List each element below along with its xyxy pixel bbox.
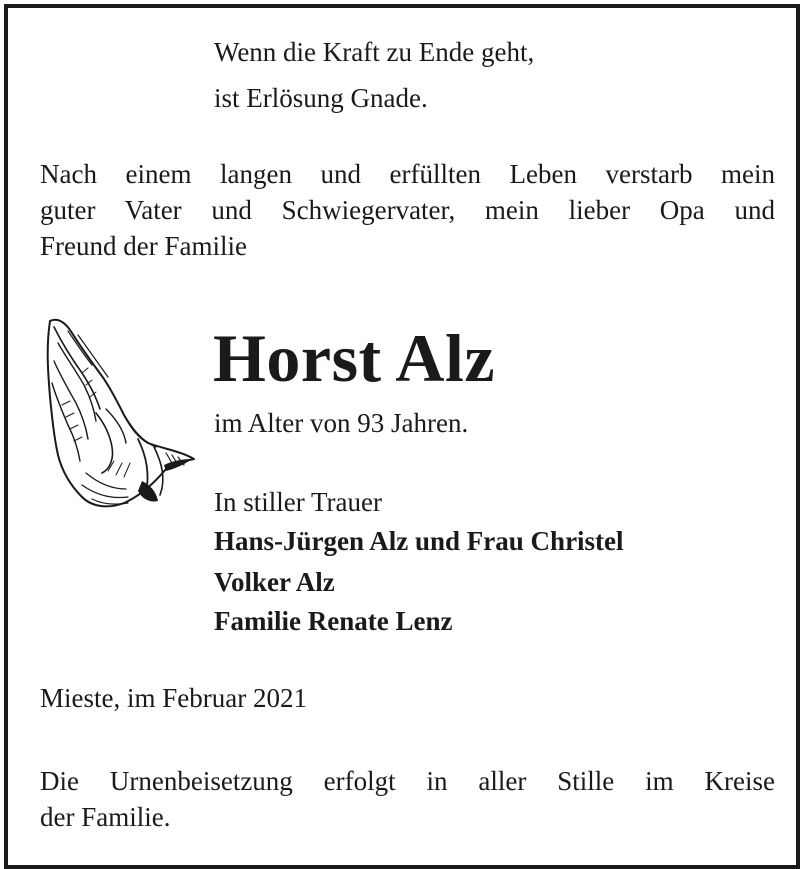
praying-hands-icon [38, 313, 198, 513]
verse-line-2: ist Erlösung Gnade. [214, 83, 428, 113]
mourner-3: Familie Renate Lenz [214, 606, 453, 636]
closing-line-2: der Familie. [40, 802, 171, 832]
age-text: im Alter von 93 Jahren. [214, 408, 469, 438]
intro-line-3: Freund der Familie [40, 231, 247, 261]
mourner-1: Hans-Jürgen Alz und Frau Christel [214, 526, 624, 556]
closing-line-1: Die Urnenbeisetzung erfolgt in aller Stille im Kreise [40, 766, 775, 796]
obituary-notice [4, 4, 800, 869]
mourning-label: In stiller Trauer [214, 487, 382, 517]
intro-line-1: Nach einem langen und erfüllten Leben verstarb mein [40, 159, 775, 189]
intro-text [40, 156, 775, 264]
place-date: Mieste, im Februar 2021 [40, 683, 307, 713]
closing-text [40, 763, 775, 835]
deceased-name: Horst Alz [213, 320, 496, 396]
mourner-2: Volker Alz [214, 567, 335, 597]
intro-line-2: guter Vater und Schwiegervater, mein lieber Opa und [40, 195, 775, 225]
verse-line-1: Wenn die Kraft zu Ende geht, [214, 37, 535, 67]
